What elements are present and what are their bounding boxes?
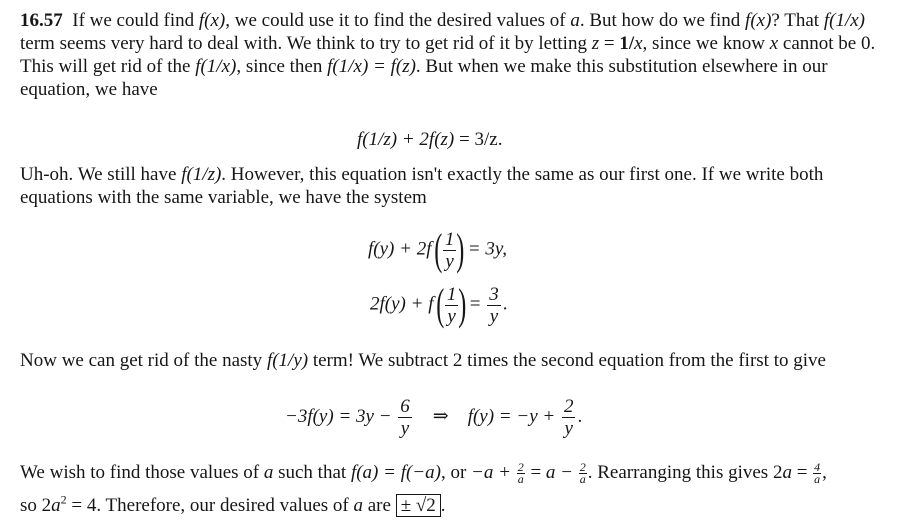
- text: such that: [278, 462, 347, 483]
- small-fraction: $\frac{2}{a}$: [579, 460, 586, 487]
- small-fraction: $\frac{2}{a}$: [517, 460, 524, 487]
- math: f(a) = f(−a): [350, 462, 441, 483]
- text: , we could use it to find the desired values of: [225, 10, 566, 31]
- math: a: [353, 495, 363, 516]
- math: a: [263, 462, 274, 483]
- exponent: 2: [60, 492, 67, 507]
- problem-number: 16.57: [20, 10, 63, 31]
- math: =: [530, 462, 542, 483]
- math: f(y) = −y +: [467, 405, 556, 427]
- text: ? That: [771, 10, 820, 31]
- text: If we could find: [72, 10, 195, 31]
- math: f(1/x): [823, 10, 865, 31]
- system-row-1: [368, 225, 507, 274]
- text: We wish to find those values of: [20, 462, 260, 483]
- fraction: $\frac{6}{y}$: [400, 396, 410, 439]
- math: f(x): [745, 10, 772, 31]
- text: , since then: [236, 56, 323, 77]
- math: f(1/x) = f(z): [327, 56, 416, 77]
- fraction: $\frac{1}{y}$: [444, 228, 455, 272]
- text: so 2: [20, 495, 52, 516]
- text: term! We subtract 2 times the second equation from the first to give: [312, 350, 826, 371]
- math: −a +: [471, 462, 511, 483]
- paren: ): [456, 225, 465, 274]
- math: = 3/z.: [459, 129, 503, 150]
- math: f(1/x): [195, 56, 237, 77]
- paren: (: [436, 280, 445, 329]
- math: f(1/z): [181, 164, 222, 185]
- text: term seems very hard to deal with. We think to try to get rid of it by letting: [20, 33, 587, 54]
- paragraph-intro: [20, 9, 892, 101]
- paren: ): [458, 280, 467, 329]
- math: x: [769, 33, 779, 54]
- math: x: [634, 33, 643, 54]
- answer-box: ± √2: [396, 494, 441, 517]
- math: a: [782, 462, 792, 483]
- small-fraction: $\frac{4}{a}$: [814, 460, 821, 487]
- text: . Rearranging this gives 2: [587, 462, 783, 483]
- math: −3f(y) = 3y −: [285, 405, 392, 427]
- text: . However, this equation isn't exactly the same as our first one. If we write both equations with the same variable, we have the system: [20, 164, 824, 208]
- math: z: [591, 33, 600, 54]
- text: cannot be 0. This will get rid of the: [20, 33, 876, 77]
- text: =: [603, 33, 615, 54]
- equation-result: [285, 396, 582, 439]
- text: Uh-oh. We still have: [20, 164, 177, 185]
- paragraph-subtract: [20, 349, 892, 372]
- fraction: $\frac{2}{y}$: [563, 396, 574, 439]
- math: f(1/z) + 2f(z): [357, 129, 455, 150]
- paren: (: [434, 225, 443, 274]
- math: .: [577, 405, 583, 427]
- fraction: $\frac{3}{y}$: [489, 283, 499, 327]
- text: . But how do we find: [579, 10, 741, 31]
- math: 2f(y) + f: [370, 293, 434, 315]
- text: , since we know: [642, 33, 765, 54]
- math: f(y) + 2f: [368, 238, 432, 260]
- equation-substitution: [357, 128, 502, 151]
- text: , or: [440, 462, 467, 483]
- math: a −: [545, 462, 573, 483]
- text: .: [440, 495, 446, 516]
- text: are: [367, 495, 391, 516]
- text: . But when we make this substitution elsewhere in our equation, we have: [20, 56, 828, 100]
- math: a: [51, 495, 61, 516]
- system-row-2: [370, 280, 508, 329]
- paragraph-uh-oh: [20, 163, 892, 209]
- math: =: [796, 462, 808, 483]
- text: Now we can get rid of the nasty: [20, 350, 263, 371]
- math: f(x): [198, 10, 226, 31]
- implies-icon: ⇒: [432, 405, 449, 427]
- fraction: $\frac{1}{y}$: [446, 283, 457, 327]
- math: = 3y,: [467, 238, 507, 260]
- math: =: [469, 293, 481, 315]
- math: 1/: [619, 33, 635, 54]
- math: .: [502, 293, 508, 315]
- text: ,: [822, 462, 827, 483]
- math: f(1/y): [266, 350, 309, 371]
- text: = 4. Therefore, our desired values of: [71, 495, 349, 516]
- math: a: [570, 10, 580, 31]
- paragraph-conclusion: [20, 456, 892, 522]
